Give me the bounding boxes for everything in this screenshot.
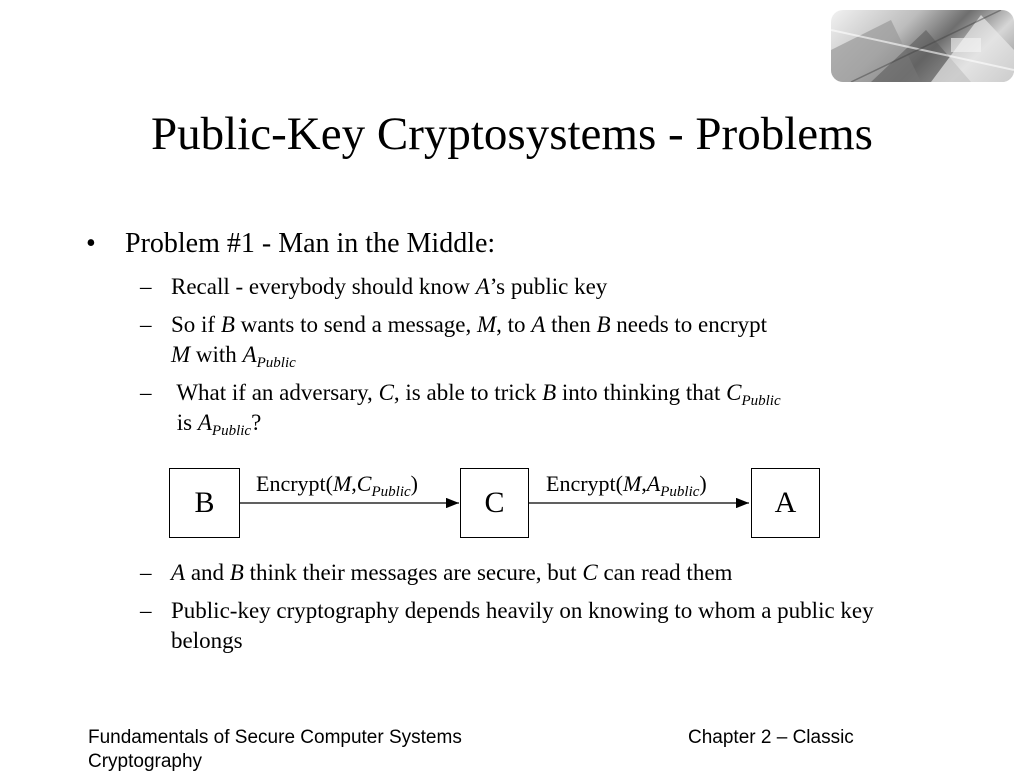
dash-marker: – bbox=[140, 312, 152, 337]
slide-title: Public-Key Cryptosystems - Problems bbox=[151, 108, 873, 160]
footer-overflow: Cryptography bbox=[88, 751, 203, 772]
node-b: B bbox=[169, 468, 240, 538]
node-a: A bbox=[751, 468, 820, 538]
edge-label-c-to-a: $Encrypt(M,A_{Public})$ bbox=[546, 471, 707, 500]
dash-marker: – bbox=[140, 560, 152, 585]
dash-marker: – bbox=[140, 598, 152, 623]
sub-bullet-text: A and B think their messages are secure, but C can read them bbox=[171, 560, 733, 585]
dash-marker: – bbox=[140, 274, 152, 299]
bullet-text: Problem #1 - Man in the Middle: bbox=[125, 228, 496, 259]
sub-bullet-text: So if B wants to send a message, M, to A then B needs to encrypt M with $A_{Public}$ bbox=[171, 312, 768, 371]
footer-left: Fundamentals of Secure Computer Systems bbox=[88, 727, 462, 748]
node-c: C bbox=[460, 468, 529, 538]
sub-bullet-text: What if an adversary, C, is able to trick B into thinking that $C_{Public}$ is $A_{Public}$? bbox=[171, 380, 781, 439]
bullet-marker: • bbox=[86, 228, 96, 259]
footer-right: Chapter 2 – Classic bbox=[688, 727, 854, 748]
sub-bullet-text: Public-key cryptography depends heavily on knowing to whom a public key belongs bbox=[171, 598, 874, 653]
edge-label-b-to-c: $Encrypt(M,C_{Public})$ bbox=[256, 471, 418, 500]
sub-bullet-text: Recall - everybody should know A’s public key bbox=[171, 274, 608, 299]
dash-marker: – bbox=[140, 380, 152, 405]
